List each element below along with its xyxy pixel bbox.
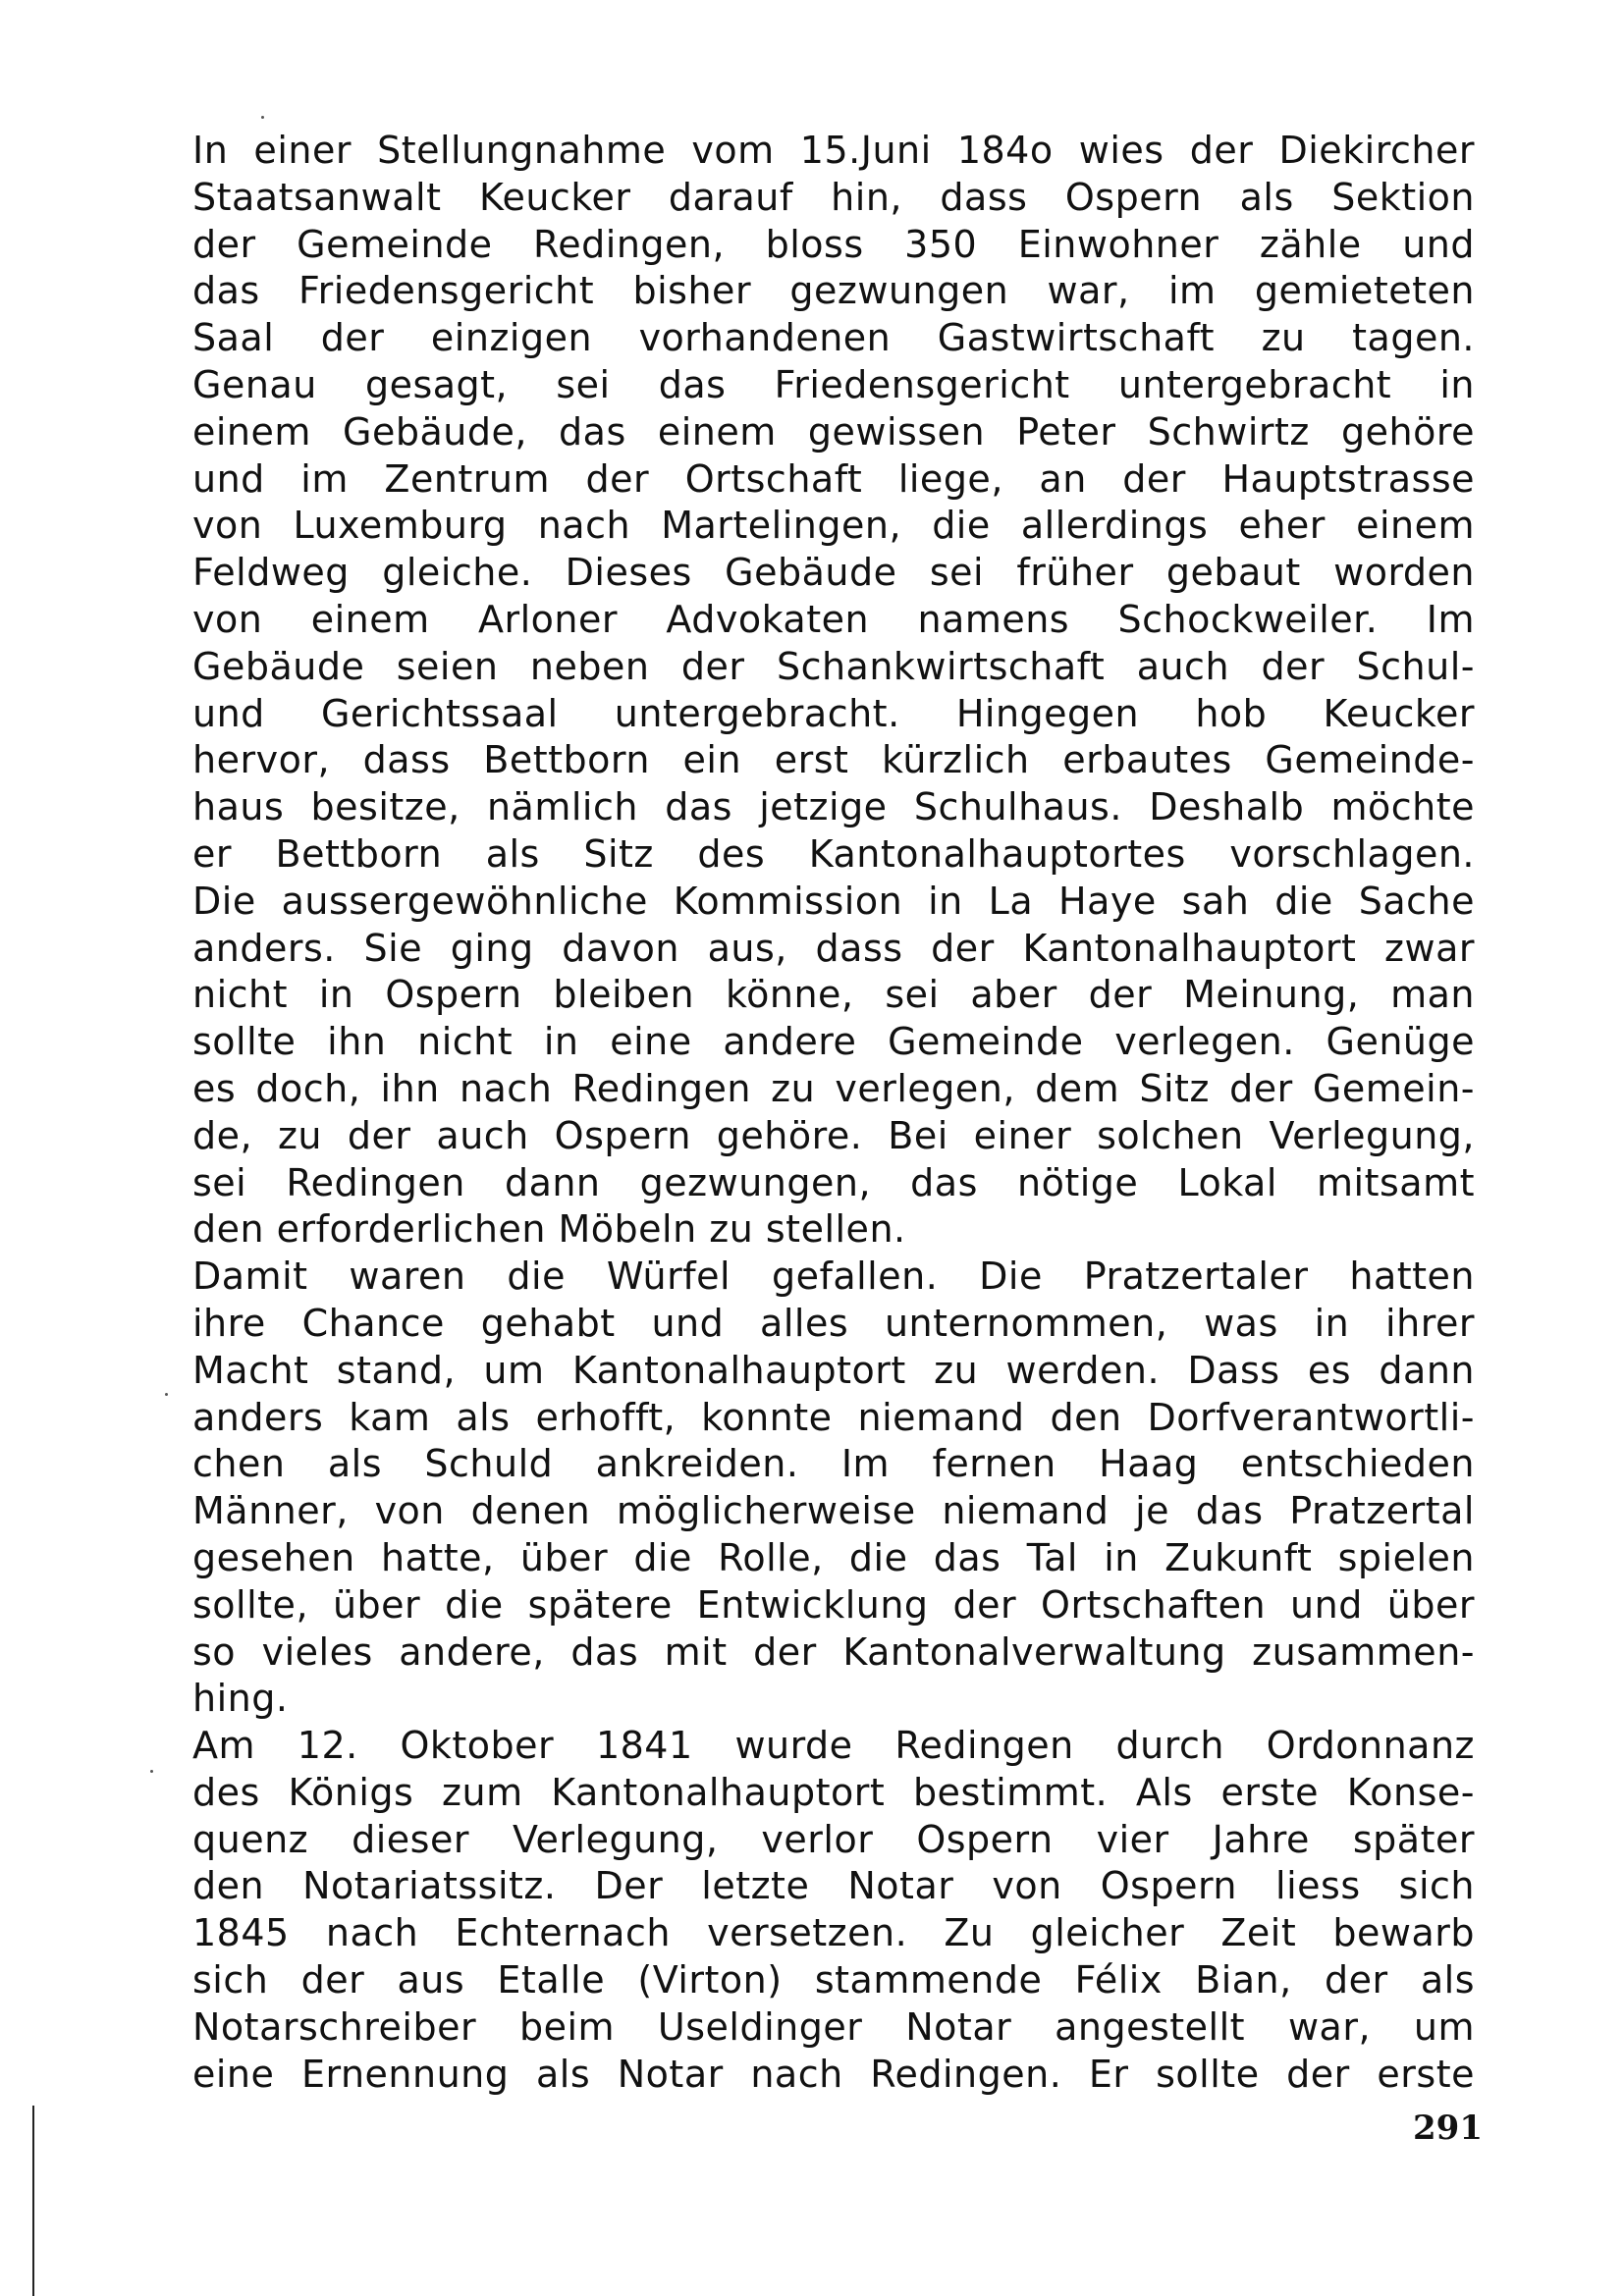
- text-line: es doch, ihn nach Redingen zu verlegen, dem Sitz der Gemein-: [192, 1066, 1475, 1110]
- text-line: gesehen hatte, über die Rolle, die das Tal in Zukunft spielen: [192, 1535, 1475, 1579]
- text-line: 1845 nach Echternach versetzen. Zu gleicher Zeit bewarb: [192, 1911, 1475, 1955]
- text-line: Am 12. Oktober 1841 wurde Redingen durch Ordonnanz: [192, 1724, 1475, 1768]
- text-line: sei Redingen dann gezwungen, das nötige Lokal mitsamt: [192, 1160, 1475, 1204]
- text-line: einem Gebäude, das einem gewissen Peter Schwirtz gehöre: [192, 409, 1475, 454]
- scan-speck: [150, 1770, 153, 1773]
- scan-edge-line: [32, 2106, 34, 2296]
- text-line: anders kam als erhofft, konnte niemand den Dorfverantwortli-: [192, 1395, 1475, 1439]
- text-line: Notarschreiber beim Useldinger Notar angestellt war, um: [192, 2004, 1475, 2049]
- text-line: und Gerichtssaal untergebracht. Hingegen hob Keucker: [192, 691, 1475, 735]
- text-line: hing.: [192, 1677, 289, 1721]
- text-line: sollte, über die spätere Entwicklung der Ortschaften und über: [192, 1582, 1475, 1627]
- text-line: Staatsanwalt Keucker darauf hin, dass Ospern als Sektion: [192, 175, 1475, 219]
- text-line: Feldweg gleiche. Dieses Gebäude sei früher gebaut worden: [192, 551, 1475, 595]
- text-line: der Gemeinde Redingen, bloss 350 Einwohner zähle und: [192, 222, 1475, 266]
- text-line: und im Zentrum der Ortschaft liege, an der Hauptstrasse: [192, 456, 1475, 501]
- text-line: so vieles andere, das mit der Kantonalverwaltung zusammen-: [192, 1629, 1475, 1674]
- text-line: von einem Arloner Advokaten namens Schockweiler. Im: [192, 597, 1475, 641]
- text-line: sollte ihn nicht in eine andere Gemeinde verlegen. Genüge: [192, 1020, 1475, 1064]
- text-line: In einer Stellungnahme vom 15.Juni 184o wies der Diekircher: [192, 129, 1475, 172]
- text-line: Männer, von denen möglicherweise niemand je das Pratzertal: [192, 1489, 1475, 1533]
- text-line: Genau gesagt, sei das Friedensgericht untergebracht in: [192, 362, 1475, 406]
- text-line: haus besitze, nämlich das jetzige Schulhaus. Deshalb möchte: [192, 785, 1475, 829]
- text-line: das Friedensgericht bisher gezwungen war, im gemieteten: [192, 269, 1475, 313]
- scan-speck: [261, 116, 264, 119]
- text-line: chen als Schuld ankreiden. Im fernen Haag entschieden: [192, 1442, 1475, 1486]
- page-number: 291: [1413, 2109, 1483, 2148]
- text-line: anders. Sie ging davon aus, dass der Kantonalhauptort zwar: [192, 926, 1475, 970]
- text-line: den erforderlichen Möbeln zu stellen.: [192, 1207, 906, 1252]
- text-line: hervor, dass Bettborn ein erst kürzlich erbautes Gemeinde-: [192, 738, 1475, 782]
- text-line: Die aussergewöhnliche Kommission in La Haye sah die Sache: [192, 879, 1475, 923]
- body-text: [192, 128, 1475, 2098]
- text-line: ihre Chance gehabt und alles unternommen, was in ihrer: [192, 1301, 1475, 1345]
- scan-speck: [165, 1393, 168, 1396]
- text-line: de, zu der auch Ospern gehöre. Bei einer solchen Verlegung,: [192, 1113, 1475, 1157]
- text-line: Gebäude seien neben der Schankwirtschaft auch der Schul-: [192, 644, 1475, 688]
- text-line: von Luxemburg nach Martelingen, die allerdings eher einem: [192, 504, 1475, 548]
- text-line: sich der aus Etalle (Virton) stammende Félix Bian, der als: [192, 1958, 1475, 2002]
- text-line: quenz dieser Verlegung, verlor Ospern vier Jahre später: [192, 1817, 1475, 1861]
- text-line: Saal der einzigen vorhandenen Gastwirtschaft zu tagen.: [192, 316, 1475, 360]
- text-line: er Bettborn als Sitz des Kantonalhauptortes vorschlagen.: [192, 831, 1475, 876]
- text-line: Macht stand, um Kantonalhauptort zu werden. Dass es dann: [192, 1348, 1475, 1392]
- text-line: den Notariatssitz. Der letzte Notar von Ospern liess sich: [192, 1864, 1475, 1908]
- text-line: nicht in Ospern bleiben könne, sei aber der Meinung, man: [192, 973, 1475, 1017]
- text-line: des Königs zum Kantonalhauptort bestimmt. Als erste Konse-: [192, 1770, 1475, 1814]
- text-line: Damit waren die Würfel gefallen. Die Pratzertaler hatten: [192, 1255, 1475, 1299]
- text-line: eine Ernennung als Notar nach Redingen. Er sollte der erste: [192, 2052, 1475, 2096]
